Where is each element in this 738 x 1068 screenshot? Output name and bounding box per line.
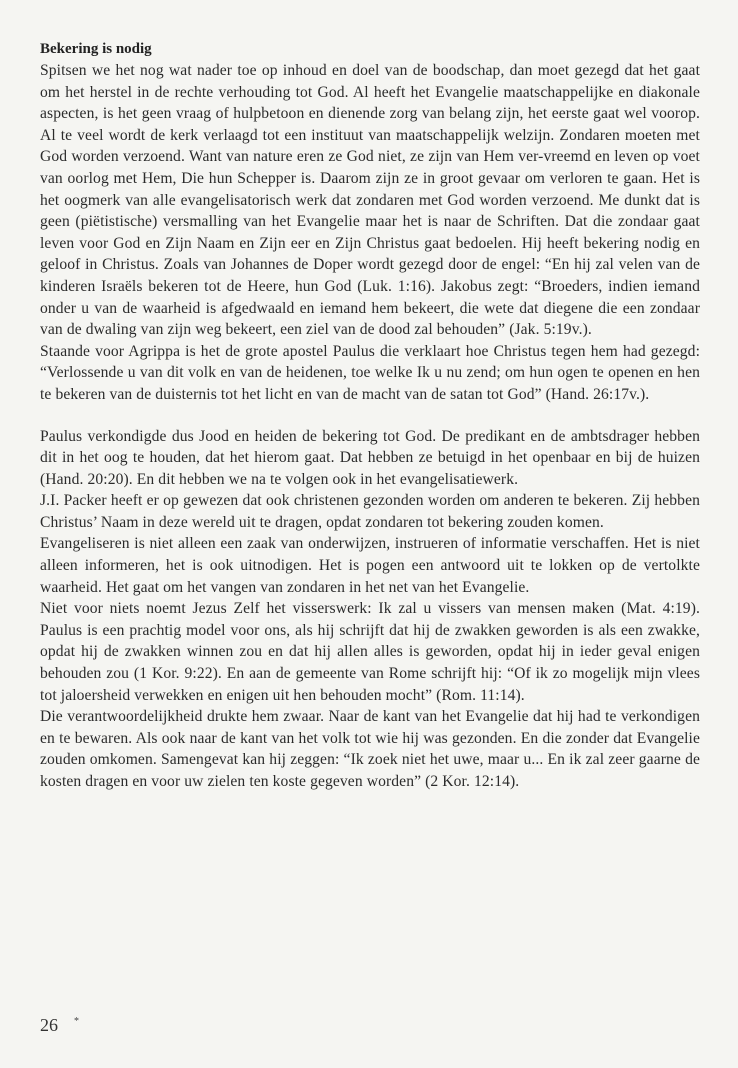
paragraph-7: Die verantwoordelijkheid drukte hem zwaar. Naar de kant van het Evangelie dat hij had te verkondigen en te bewaren. Als ook naar de kant van het volk tot wie hij was gezonden. En die zonder dat Evangelie zouden omkomen. Samengevat kan hij zeggen: “Ik zoek niet het uwe, maar u... En ik zal zeer gaarne de kosten dragen en voor uw zielen ten koste gegeven worden” (2 Kor. 12:14). [40,708,700,790]
paragraph-1: Spitsen we het nog wat nader toe op inhoud en doel van de boodschap, dan moet gezegd dat het gaat om het herstel in de rechte verhouding tot God. Al heeft het Evangelie maatschappelijke en diakonale aspecten, is het geen vraag of hulpbetoon en dienende zorg van belang zijn, het eerste gaat wel voorop. Al te veel wordt de kerk verlaagd tot een instituut van maatschappelijk welzijn. Zondaren moeten met God worden verzoend. Want van nature eren ze God niet, ze zijn van Hem ver-vreemd en leven op voet van oorlog met Hem, Die hun Schepper is. Daarom zijn ze in groot gevaar om verloren te gaan. Het is het oogmerk van alle evangelisatorisch werk dat zondaren met God worden verzoend. Me dunkt dat is geen (piëtistische) versmalling van het Evangelie maar het is naar de Schriften. Dat die zondaar gaat leven voor God en Zijn Naam en Zijn eer en Zijn Christus gaat bedoelen. Hij heeft bekering nodig en geloof in Christus. Zoals van Johannes de Doper wordt gezegd door de engel: “En hij zal velen van de kinderen Israëls bekeren tot de Heere, hun God (Luk. 1:16). Jakobus zegt: “Broeders, indien iemand onder u van de waarheid is afgedwaald en iemand hem bekeert, die wete dat diegene die een zondaar van de dwaling van zijn weg bekeert, een ziel van de dood zal behouden” (Jak. 5:19v.). [40,62,700,339]
text-body [40,38,700,793]
section-heading: Bekering is nodig [40,41,152,57]
paragraph-2: Staande voor Agrippa is het de grote apostel Paulus die verklaart hoe Christus tegen hem had gezegd: “Verlossende u van dit volk en van de heidenen, toe welke Ik u nu zend; om hun ogen te openen en hen te bekeren van de duisternis tot het licht en van de macht van de satan tot God” (Hand. 26:17v.). [40,342,700,403]
paragraph-4: J.I. Packer heeft er op gewezen dat ook christenen gezonden worden om anderen te bekeren. Zij hebben Christus’ Naam in deze wereld uit te dragen, opdat zondaren tot bekering zouden komen. [40,492,700,531]
paragraph-3: Paulus verkondigde dus Jood en heiden de bekering tot God. De predikant en de ambtsdrager hebben dit in het oog te houden, dat het hierom gaat. Dat hebben ze betuigd in het openbaar en bij de huizen (Hand. 20:20). En dit hebben we na te volgen ook in het evangelisatiewerk. [40,427,700,488]
page-mark: * [74,1016,79,1027]
paragraph-5: Evangeliseren is niet alleen een zaak van onderwijzen, instrueren of informatie verschaffen. Het is niet alleen informeren, het is ook uitnodigen. Het is pogen een antwoord uit te lokken op de vertolkte waarheid. Het gaat om het vangen van zondaren in het net van het Evangelie. [40,535,700,596]
paragraph-6: Niet voor niets noemt Jezus Zelf het visserswerk: Ik zal u vissers van mensen maken (Mat. 4:19). Paulus is een prachtig model voor ons, als hij schrijft dat hij de zwakken geworden is als een zwakke, opdat hij de zwakken winnen zou en dat hij allen alles is geworden, opdat hij in ieder geval enigen behouden zou (1 Kor. 9:22). En aan de gemeente van Rome schrijft hij: “Of ik zo mogelijk mijn vlees tot jaloersheid verwekken en enigen uit hen behouden mocht” (Rom. 11:14). [40,600,700,704]
paragraph-gap [40,406,700,426]
page-number: 26 [40,1015,58,1035]
